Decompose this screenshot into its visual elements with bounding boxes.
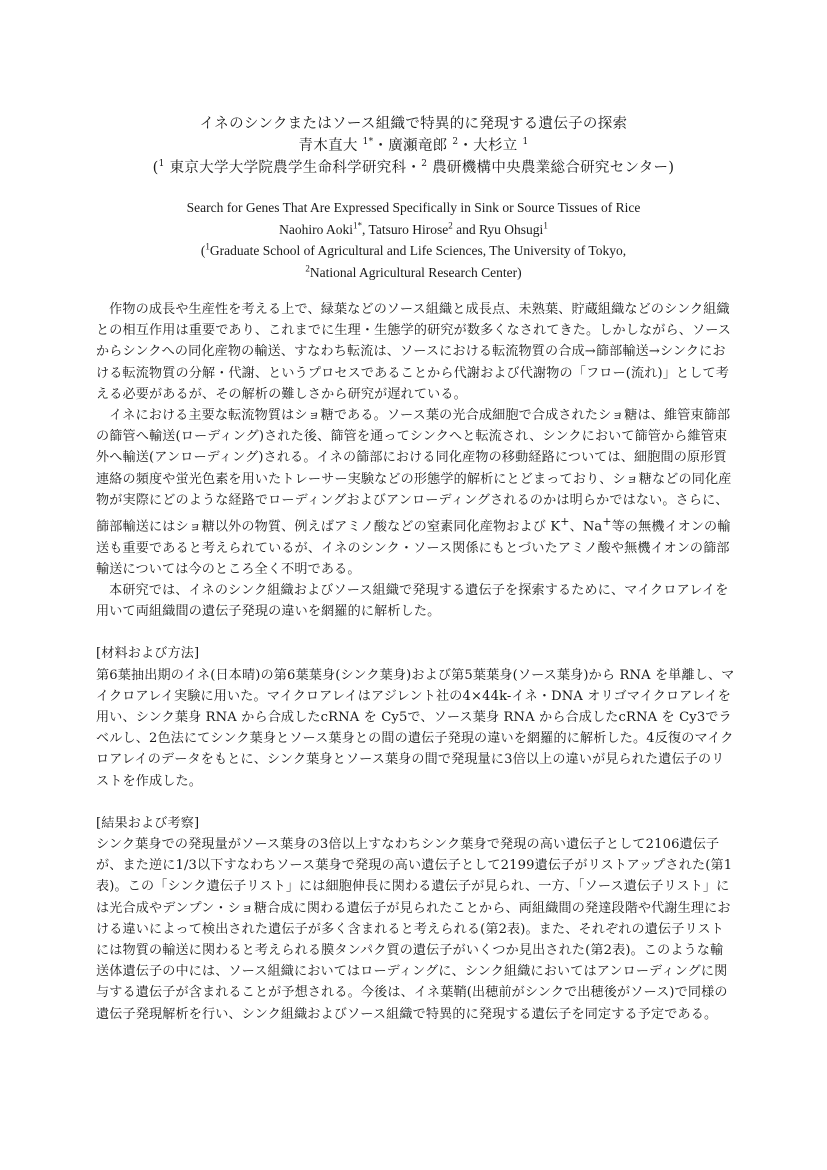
english-affiliation-2 — [0, 262, 827, 284]
author-name: 青木直大 — [298, 138, 363, 154]
author-name: Naohiro Aoki — [279, 221, 354, 237]
affiliation-mark: 1* — [353, 220, 363, 230]
affiliation-text: 東京大学大学院農学生命科学研究科・ — [164, 160, 422, 176]
author-name: and Ryu Ohsugi — [452, 221, 544, 237]
intro-text: 等の無機イオンの輸送も重要であると考えられているが、イネのシンク・ソース関係にもとづいたアミノ酸や無機イオンの篩部輸送については今のところ全く不明である。 — [96, 519, 731, 577]
intro-paragraph-2 — [96, 405, 736, 580]
affiliation-paren: ( — [152, 160, 159, 176]
intro-paragraph-3: 本研究では、イネのシンク組織およびソース組織で発現する遺伝子を探索するために、マイクロアレイを用いて両組織間の遺伝子発現の違いを網羅的に解析した。 — [96, 583, 729, 620]
japanese-affiliations — [0, 157, 827, 179]
affiliation-mark: 2 — [421, 159, 428, 170]
english-affiliation-1 — [0, 240, 827, 262]
methods-heading: [材料および方法] — [96, 646, 200, 662]
japanese-title: イネのシンクまたはソース組織で特異的に発現する遺伝子の探索 — [199, 116, 628, 132]
affiliation-text: 農研機構中央農業総合研究センター) — [427, 160, 675, 176]
affiliation-text: National Agricultural Research Center) — [309, 264, 522, 280]
ion-charge: + — [560, 515, 570, 529]
affiliation-mark: 1 — [522, 137, 529, 148]
author-name: ・大杉立 — [458, 138, 523, 154]
affiliation-mark: 2 — [452, 137, 459, 148]
affiliation-mark: 1 — [158, 159, 165, 170]
japanese-header — [0, 113, 827, 179]
affiliation-paren: ( — [200, 243, 206, 258]
results-heading: [結果および考察] — [96, 815, 200, 831]
japanese-authors — [0, 135, 827, 157]
intro-paragraph-1: 作物の成長や生産性を考える上で、緑葉などのソース組織と成長点、未熟葉、貯蔵組織などのシンク組織との相互作用は重要であり、これまでに生理・生態学的研究が数多くなされてきた。しかしながら、ソースからシンクへの同化産物の輸送、すなわち転流は、ソースにおける転流物質の合成→篩部輸送→シンクにおける転流物質の分解・代謝、というプロセスであることから代謝および代謝物の「フロー(流れ)」として考える必要があるが、その解析の難しさから研究が遅れている。 — [96, 302, 732, 402]
methods-paragraph: 第6葉抽出期のイネ(日本晴)の第6葉葉身(シンク葉身)および第5葉葉身(ソース葉身)から RNA を単離し、マイクロアレイ実験に用いた。マイクロアレイはアジレント社の4×44k-イネ・DNA オリゴマイクロアレイを用い、シンク葉身 RNA から合成したcRNA を Cy5で、ソース葉身 RNA から合成したcRNA を Cy3でラベルし、2色法にてシンク葉身とソース葉身との間の遺伝子発現の違いを網羅的に解析した。4反復のマイクロアレイのデータをもとに、シンク葉身とソース葉身の間で発現量に3倍以上の違いが見られた遺伝子のリストを作成した。 — [96, 667, 735, 789]
affiliation-mark: 1 — [543, 220, 548, 230]
english-header — [0, 197, 827, 283]
author-name: , Tatsuro Hirose — [362, 221, 449, 237]
author-name: ・廣瀬竜郎 — [373, 138, 453, 154]
intro-text: イネにおける主要な転流物質はショ糖である。ソース葉の光合成細胞で合成されたショ糖は、維管束篩部の篩管へ輸送(ローディング)された後、篩管を通ってシンクへと転流され、シンクにおいて篩管から維管束外へ輸送(アンローディング)される。イネの篩部における同化産物の移動経路については、細胞間の原形質連絡の頻度や蛍光色素を用いたトレーサー実験などの形態学的解析にとどまっており、ショ糖などの同化産物が実際にどのような経路でローディングおよびアンローディングされるのかは明らかではない。さらに、篩部輸送にはショ糖以外の物質、例えばアミノ酸などの窒素同化産物および K — [96, 408, 732, 535]
results-paragraph: シンク葉身での発現量がソース葉身の3倍以上すなわちシンク葉身で発現の高い遺伝子として2106遺伝子が、また逆に1/3以下すなわちソース葉身で発現の高い遺伝子として2199遺伝子がリストアップされた(第1表)。この「シンク遺伝子リスト」には細胞伸長に関わる遺伝子が見られ、一方、「ソース遺伝子リスト」には光合成やデンプン・ショ糖合成に関わる遺伝子が見られたことから、両組織間の発達段階や代謝生理における違いによって検出された遺伝子が多く含まれると考えられる(第2表)。また、それぞれの遺伝子リストには物質の輸送に関わると考えられる膜タンパク質の遺伝子がいくつか見出された(第2表)。このような輸送体遺伝子の中には、ソース組織においてはローディングに、シンク組織においてはアンローディングに関与する遺伝子が含まれることが予想される。今後は、イネ葉鞘(出穂前がシンクで出穂後がソース)で同様の遺伝子発現解析を行い、シンク組織およびソース組織で特異的に発現する遺伝子を同定する予定である。 — [96, 837, 733, 1022]
english-authors — [0, 219, 827, 241]
affiliation-mark: 1* — [362, 137, 374, 148]
affiliation-mark: 2 — [448, 220, 453, 230]
english-title: Search for Genes That Are Expressed Specifically in Sink or Source Tissues of Rice — [186, 200, 641, 215]
affiliation-text: Graduate School of Agricultural and Life Sciences, The University of Tokyo, — [209, 243, 627, 258]
affiliation-mark: 2 — [305, 263, 310, 273]
affiliation-mark: 1 — [205, 241, 210, 252]
body-text — [96, 299, 736, 1025]
ion-charge: + — [602, 515, 612, 529]
intro-text: 、Na — [569, 519, 603, 535]
